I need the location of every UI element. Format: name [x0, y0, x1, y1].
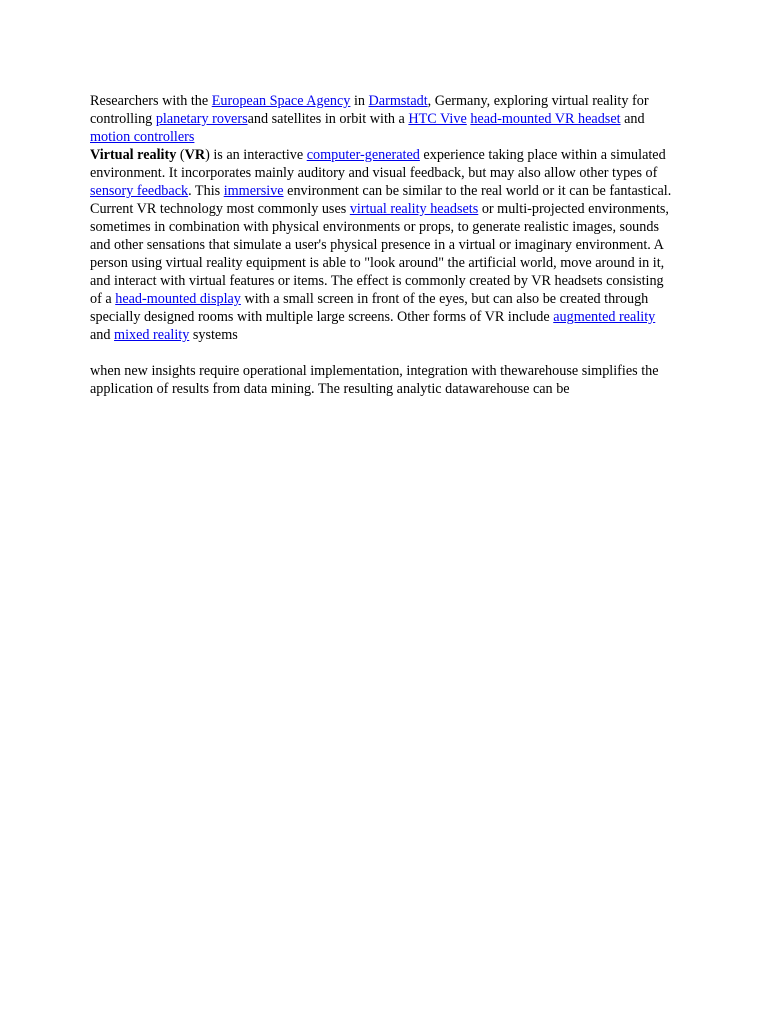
- text: , Germany, exploring virtual reality for controlling: [90, 93, 649, 127]
- text: . This: [188, 183, 224, 199]
- link-virtual-reality-headsets[interactable]: virtual reality headsets: [349, 201, 479, 217]
- text: or multi-projected environments, sometimes in combination with physical environments or props, to generate realistic images, sounds and other sensations that simulate a user's physical presence in a virtual or imaginary environment. A person using virtual reality equipment is able to "look around" the artificial world, move around in it, and interact with virtual features or items. The effect is commonly created by VR headsets consisting of a: [90, 201, 669, 307]
- link-htc-vive[interactable]: HTC Vive: [408, 111, 467, 127]
- term-virtual-reality: Virtual reality: [90, 147, 177, 163]
- link-augmented-reality[interactable]: augmented reality: [553, 309, 656, 325]
- text: experience taking place within a simulated environment. It incorporates mainly auditory and visual feedback, but may also allow other types of: [90, 147, 666, 181]
- link-sensory-feedback[interactable]: sensory feedback: [90, 183, 189, 199]
- text: in: [350, 93, 369, 109]
- text: with a small screen in front of the eyes, but can also be created through specially designed rooms with multiple large screens. Other forms of VR include: [90, 291, 649, 325]
- link-head-mounted-vr-headset[interactable]: head-mounted VR headset: [470, 111, 621, 127]
- text: and: [620, 111, 645, 127]
- link-immersive[interactable]: immersive: [223, 183, 284, 199]
- text: and satellites in orbit with a: [247, 111, 409, 127]
- link-darmstadt[interactable]: Darmstadt: [368, 93, 428, 109]
- text: Researchers with the: [90, 93, 212, 109]
- text: Current VR technology most commonly uses: [90, 201, 350, 217]
- link-mixed-reality[interactable]: mixed reality: [114, 327, 190, 343]
- paragraph-vr-definition: [90, 146, 676, 200]
- link-planetary-rovers[interactable]: planetary rovers: [155, 111, 248, 127]
- paragraph-vr-technology: [90, 200, 676, 344]
- link-motion-controllers[interactable]: motion controllers: [90, 129, 195, 145]
- term-vr: VR: [184, 147, 206, 163]
- link-european-space-agency[interactable]: European Space Agency: [211, 93, 351, 109]
- text: when new insights require operational implementation, integration with thewarehouse simplifies the application of results from data mining. The resulting analytic datawarehouse can be: [90, 363, 659, 397]
- text: environment can be similar to the real world or it can be fantastical.: [283, 183, 672, 199]
- text: (: [176, 147, 185, 163]
- link-computer-generated[interactable]: computer-generated: [306, 147, 420, 163]
- link-head-mounted-display[interactable]: head-mounted display: [115, 291, 241, 307]
- text: ) is an interactive: [205, 147, 307, 163]
- document-body: [90, 92, 676, 398]
- paragraph-esa-caption: [90, 92, 676, 146]
- text: and: [90, 327, 115, 343]
- text: systems: [189, 327, 238, 343]
- paragraph-data-warehouse: [90, 362, 676, 398]
